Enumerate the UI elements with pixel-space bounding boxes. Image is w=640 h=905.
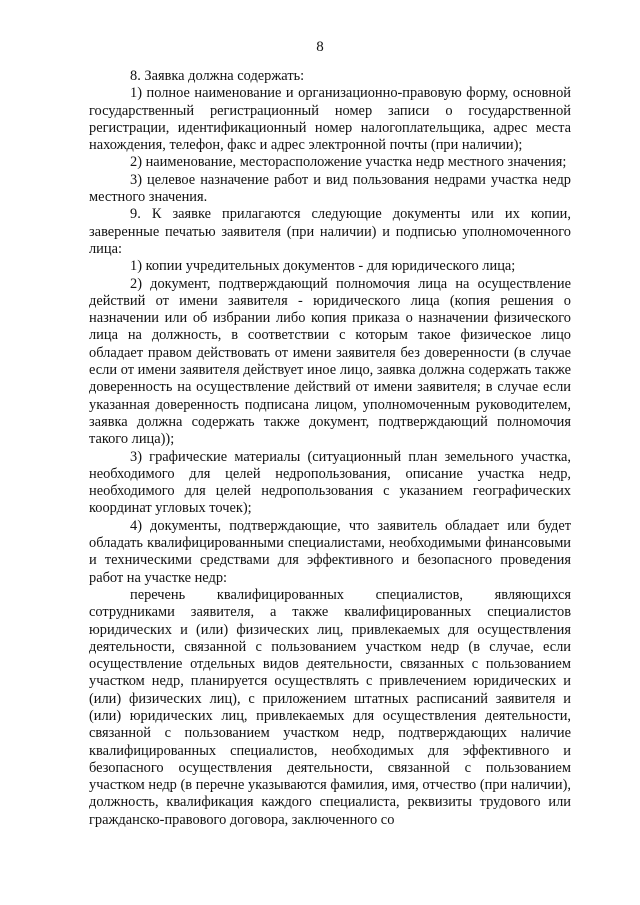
paragraph-9-3: 3) графические материалы (ситуационный план земельного участка, необходимого для целей недропользования, описание участка недр, необходимого для целей недропользования с указанием географических координат угловых точек); [89, 448, 571, 517]
paragraph-8-3: 3) целевое назначение работ и вид пользования недрами участка недр местного значения. [89, 171, 571, 206]
paragraph-9-1: 1) копии учредительных документов - для юридического лица; [130, 258, 516, 275]
document-body [89, 68, 571, 829]
paragraph-9-2: 2) документ, подтверждающий полномочия лица на осуществление действий от имени заявителя - юридического лица (копия решения о назначении или об избрании либо копия приказа о назначении физического лица на должность, в соответствии с которым такое физическое лицо обладает правом действовать от имени заявителя без доверенности (в случае если от имени заявителя действует иное лицо, заявка должна содержать также доверенность на осуществление действий от имени заявителя; в случае если указанная доверенность подписана лицом, уполномоченным руководителем, заявка должна содержать также документ, подтверждающий полномочия такого лица)); [89, 275, 571, 448]
paragraph-8-1: 1) полное наименование и организационно-правовую форму, основной государственный регистрационный номер записи о государственной регистрации, идентификационный номер налогоплательщика, адрес места нахождения, телефон, факс и адрес электронной почты (при наличии); [89, 85, 571, 154]
paragraph-specialists-list: перечень квалифицированных специалистов, являющихся сотрудниками заявителя, а также квалифицированных специалистов юридических и (или) физических лиц, привлекаемых для осуществления деятельности, связанной с пользованием участком недр (в случае, если осуществление отдельных видов деятельности, связанных с пользованием участком недр, планируется осуществлять с привлечением юридических и (или) физических лиц), с приложением штатных расписаний заявителя и (или) юридических лиц, привлекаемых для осуществления деятельности, связанной с пользованием участком недр, подтверждающих наличие квалифицированных специалистов, необходимых для эффективного и безопасного осуществления деятельности, связанной с пользованием участком недр (в перечне указываются фамилия, имя, отчество (при наличии), должность, квалификация каждого специалиста, реквизиты трудового или гражданско-правового договора, заключенного со [89, 586, 571, 828]
paragraph-9-4: 4) документы, подтверждающие, что заявитель обладает или будет обладать квалифицированными специалистами, необходимыми финансовыми и техническими средствами для эффективного и безопасного проведения работ на участке недр: [89, 517, 571, 586]
paragraph-8-2: 2) наименование, месторасположение участка недр местного значения; [130, 154, 567, 171]
page-number: 8 [316, 39, 324, 55]
paragraph-section-9-heading: 9. К заявке прилагаются следующие документы или их копии, заверенные печатью заявителя (при наличии) и подписью уполномоченного лица: [89, 206, 571, 257]
paragraph-section-8-heading: 8. Заявка должна содержать: [130, 68, 305, 84]
